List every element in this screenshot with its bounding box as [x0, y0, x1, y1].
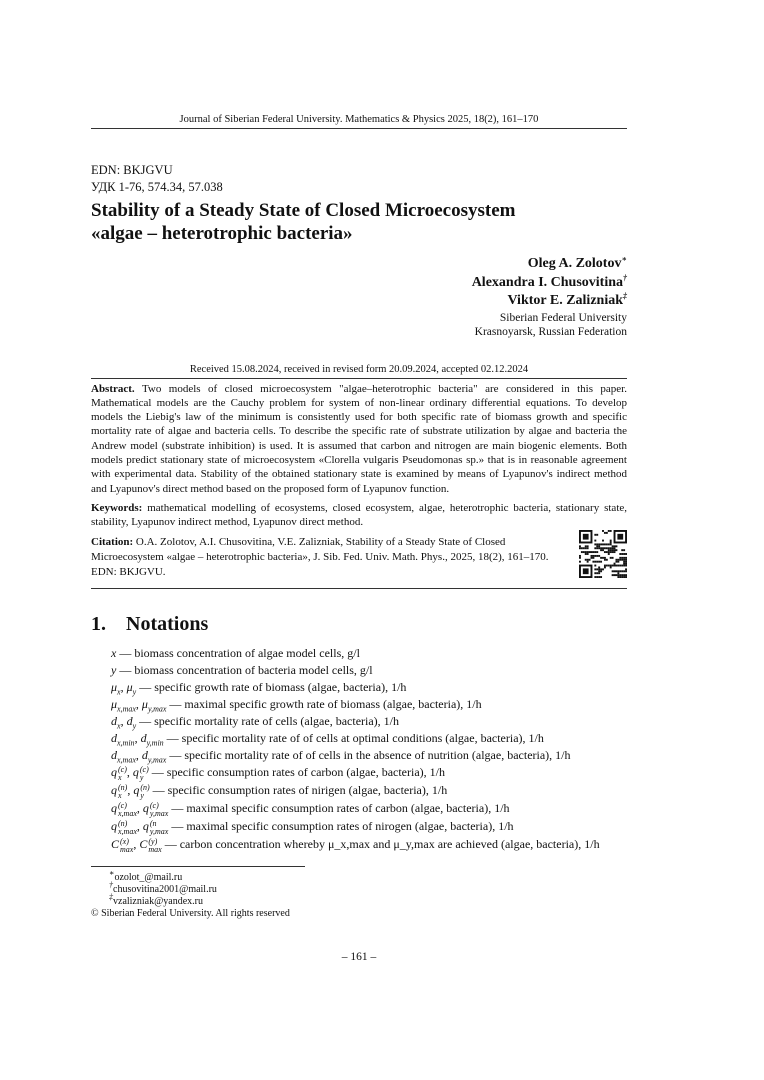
paper-title	[91, 199, 627, 245]
notation-description: — specific consumption rates of nirigen (algae, bacteria), 1/h	[149, 783, 448, 798]
qr-module	[621, 554, 623, 556]
qr-module	[596, 552, 598, 554]
footnote-mark[interactable]: ‡	[623, 291, 627, 301]
math-symbol: $d_{x,max}$	[111, 748, 136, 765]
section-heading	[91, 611, 627, 637]
qr-module	[579, 557, 581, 559]
qr-module	[623, 577, 625, 579]
qr-module	[581, 552, 583, 554]
math-symbol: q (n) y	[133, 783, 150, 801]
notation-description: — specific mortality rate of of cells at optimal conditions (algae, bacteria), 1/h	[163, 731, 544, 746]
edn: EDN: BKJGVU	[91, 163, 173, 177]
qr-module	[579, 555, 581, 557]
qr-module	[579, 561, 581, 563]
qr-module	[591, 557, 593, 559]
qr-module	[623, 571, 625, 573]
qr-module	[598, 573, 600, 575]
qr-module	[621, 559, 623, 561]
section-title: Notations	[126, 613, 209, 636]
qr-module	[596, 561, 598, 563]
notation-item: $\mu_x$, $\mu_y$ — specific growth rate of biomass (algae, bacteria), 1/h	[111, 680, 407, 697]
qr-module	[600, 569, 602, 571]
qr-module	[610, 548, 612, 550]
qr-module	[598, 569, 600, 571]
qr-module	[625, 561, 627, 563]
citation-text: O.A. Zolotov, A.I. Chusovitina, V.E. Zalizniak, Stability of a Steady State of Closed Microecosystem «algae – heterotrophic bacteria», J. Sib. Fed. Univ. Math. Phys., 2025, 18(2), 161–170. EDN: BKJGVU.	[91, 536, 549, 579]
qr-module	[594, 552, 596, 554]
qr-module	[604, 552, 606, 554]
qr-module	[610, 557, 612, 559]
abstract-label: Abstract.	[91, 382, 135, 395]
affiliation: Siberian Federal University	[499, 311, 627, 324]
qr-module	[612, 546, 614, 548]
title-line-2: «algae – heterotrophic bacteria»	[91, 223, 353, 244]
qr-module	[612, 571, 614, 573]
qr-module	[594, 577, 596, 579]
qr-module	[587, 561, 589, 563]
qr-module	[619, 554, 621, 556]
qr-module	[621, 575, 623, 577]
notation-description: — maximal specific consumption rates of nirogen (algae, bacteria), 1/h	[168, 819, 514, 834]
qr-module	[594, 548, 596, 550]
qr-module	[625, 571, 627, 573]
qr-module	[610, 542, 612, 544]
qr-module	[604, 559, 606, 561]
qr-module	[604, 557, 606, 559]
qr-module	[625, 569, 627, 571]
identifiers	[91, 162, 627, 196]
qr-module	[617, 571, 619, 573]
abstract	[91, 382, 627, 496]
author-name: Alexandra I. Chusovitina	[471, 274, 623, 290]
qr-module	[623, 561, 625, 563]
qr-module	[583, 552, 585, 554]
notation-description: — biomass concentration of algae model cells, g/l	[116, 646, 360, 661]
math-symbol: $d_{x,min}$	[111, 731, 135, 748]
qr-module	[594, 573, 596, 575]
qr-module	[585, 546, 587, 548]
qr-module	[587, 552, 589, 554]
qr-module	[623, 550, 625, 552]
math-symbol: $\mu_{y,max}$	[141, 697, 167, 714]
qr-module	[585, 552, 587, 554]
email-link[interactable]: vzalizniak@yandex.ru	[113, 896, 204, 908]
qr-module	[617, 534, 623, 540]
qr-module	[608, 550, 610, 552]
abstract-text: Two models of closed microecosystem "algae–heterotrophic bacteria" are considered in this paper. Mathematical models are the Cauchy problem for system of non-linear ordinary differential equations. To develop models the Liebig's law of the minimum is consistently used for both specific rate of biomass growth and specific mortality rate of algae and bacteria cells. To describe the specific rate of substrate utilization by algae and bacteria the Andrew model (substrate inhibition) is used. It is assumed that carbon and nitrogen are main biogenic elements. Both models predict stationary state of microecosystem «Clorella vulgaris Pseudomonas sp.» that is in reasonable agreement with experimental data. Stability of the obtained stationary state is examined by means of Lyapunov's indirect method and Lyapunov's direct method based on the proposed form of Lyapunov function.	[91, 382, 627, 495]
math-symbol: q (c) y,max	[142, 801, 169, 819]
qr-module	[587, 546, 589, 548]
notation-description: — specific growth rate of biomass (algae, bacteria), 1/h	[136, 680, 407, 695]
qr-module	[600, 548, 602, 550]
qr-module	[585, 554, 587, 556]
math-symbol: $\mu_y$	[126, 680, 137, 697]
qr-module	[614, 565, 616, 567]
header-rule	[91, 128, 627, 129]
footnote-mark[interactable]: †	[623, 272, 627, 282]
math-symbol: y	[111, 663, 117, 678]
qr-module	[589, 552, 591, 554]
notation-description: — maximal specific growth rate of biomass (algae, bacteria), 1/h	[166, 697, 482, 712]
copyright: © Siberian Federal University. All rights reserved	[91, 908, 290, 920]
qr-module	[604, 544, 606, 546]
qr-module	[583, 534, 589, 540]
qr-module	[594, 561, 596, 563]
qr-module	[592, 557, 594, 559]
qr-module	[592, 552, 594, 554]
qr-module	[594, 569, 596, 571]
qr-module	[602, 557, 604, 559]
footnote-mark: †	[109, 881, 113, 891]
qr-module	[625, 575, 627, 577]
qr-module	[608, 544, 610, 546]
qr-module	[612, 557, 614, 559]
qr-module	[610, 550, 612, 552]
footnote	[91, 881, 627, 896]
author-name: Viktor E. Zalizniak	[507, 293, 623, 308]
author-name: Oleg A. Zolotov	[527, 256, 622, 271]
qr-module	[604, 548, 606, 550]
notation-item: q (n) x,max , q (n y,max — maximal specific consumption rates of nirogen (algae, bacteria), 1/h	[111, 819, 514, 837]
qr-module	[625, 563, 627, 565]
qr-module	[621, 571, 623, 573]
qr-module	[612, 552, 614, 554]
notation-item	[91, 662, 627, 679]
qr-module	[608, 554, 610, 556]
notation-item: $\mu_{x,max}$, $\mu_{y,max}$ — maximal specific growth rate of biomass (algae, bacteria), 1/h	[111, 697, 482, 714]
qr-module	[594, 544, 596, 546]
qr-module	[610, 552, 612, 554]
notations-list	[91, 645, 627, 854]
qr-module	[615, 571, 617, 573]
qr-module	[623, 554, 625, 556]
qr-module	[619, 575, 621, 577]
qr-module	[612, 565, 614, 567]
qr-module	[598, 546, 600, 548]
qr-module	[600, 571, 602, 573]
notation-description: — specific mortality rate of of cells in the absence of nutrition (algae, bacteria), 1/h	[166, 748, 571, 763]
footnote-mark: ∗	[109, 869, 115, 879]
qr-module	[617, 577, 619, 579]
qr-module	[596, 573, 598, 575]
email-link[interactable]: ozolot_@mail.ru	[114, 872, 183, 884]
qr-module	[598, 555, 600, 557]
qr-module	[612, 575, 614, 577]
qr-module	[612, 550, 614, 552]
qr-module	[579, 546, 581, 548]
notation-item: C (x) max , C (y) max — carbon concentration whereby μ_x,max and μ_y,max are achieved (algae, bacteria), 1/h	[111, 837, 600, 855]
math-symbol: q (c) y	[132, 765, 149, 783]
qr-module	[606, 548, 608, 550]
qr-module	[617, 561, 619, 563]
qr-module	[596, 569, 598, 571]
qr-module	[602, 544, 604, 546]
qr-module	[610, 565, 612, 567]
qr-module	[606, 552, 608, 554]
qr-module	[602, 569, 604, 571]
qr-module	[615, 561, 617, 563]
qr-module	[606, 544, 608, 546]
qr-module	[614, 546, 616, 548]
qr-module	[596, 546, 598, 548]
math-symbol: $\mu_{x,max}$	[111, 697, 136, 714]
notation-item: $d_{x,max}$, $d_{y,max}$ — specific mortality rate of of cells in the absence of nutrition (algae, bacteria), 1/h	[111, 748, 571, 765]
qr-module	[587, 559, 589, 561]
qr-module	[608, 552, 610, 554]
citation	[91, 535, 561, 580]
footnote-mark[interactable]: ∗	[621, 254, 627, 264]
email-link[interactable]: chusovitina2001@mail.ru	[113, 884, 217, 896]
qr-module	[606, 559, 608, 561]
qr-module	[587, 554, 589, 556]
notation-item: $d_{x,min}$, $d_{y,min}$ — specific mortality rate of of cells at optimal conditions (algae, bacteria), 1/h	[111, 731, 544, 748]
qr-module	[615, 546, 617, 548]
qr-module	[608, 530, 610, 532]
math-symbol: x	[111, 646, 117, 661]
qr-module	[602, 550, 604, 552]
section-number: 1.	[91, 613, 106, 636]
math-symbol: C (y) max	[139, 837, 162, 855]
qr-module	[591, 552, 593, 554]
qr-module	[596, 555, 598, 557]
qr-module	[604, 532, 606, 534]
qr-module	[617, 573, 619, 575]
qr-module	[619, 565, 621, 567]
qr-module	[606, 565, 608, 567]
qr-module	[587, 548, 589, 550]
qr-module	[621, 550, 623, 552]
footnote-mark: ‡	[109, 893, 113, 903]
qr-module	[594, 534, 596, 536]
qr-module	[623, 557, 625, 559]
qr-module	[610, 544, 612, 546]
qr-module	[615, 550, 617, 552]
qr-code[interactable]	[579, 530, 627, 578]
authors	[91, 255, 627, 339]
qr-module	[600, 544, 602, 546]
received-dates: Received 15.08.2024, received in revised form 20.09.2024, accepted 02.12.2024	[189, 363, 529, 375]
math-symbol: $d_x$	[111, 714, 121, 731]
qr-module	[619, 559, 621, 561]
notation-description: — specific consumption rates of carbon (algae, bacteria), 1/h	[148, 765, 445, 780]
qr-module	[617, 575, 619, 577]
qr-module	[585, 559, 587, 561]
qr-module	[600, 557, 602, 559]
qr-module	[591, 555, 593, 557]
math-symbol: q (n) x,max	[111, 819, 137, 837]
qr-module	[583, 569, 589, 575]
qr-module	[615, 575, 617, 577]
page-column	[91, 0, 627, 984]
math-symbol: q (n) x	[111, 783, 128, 801]
qr-module	[583, 548, 585, 550]
notation-description: — specific mortality rate of cells (algae, bacteria), 1/h	[136, 714, 400, 729]
qr-module	[625, 559, 627, 561]
footnote	[91, 893, 627, 908]
qr-module	[614, 550, 616, 552]
footnotes	[91, 869, 627, 920]
keywords-text: mathematical modelling of ecosystems, closed ecosystem, algae, heterotrophic bacteria, stationary state, stability, Lyapunov indirect method, Lyapunov direct method.	[91, 501, 628, 529]
qr-module	[623, 575, 625, 577]
citation-label: Citation:	[91, 536, 134, 549]
footnote-rule	[91, 866, 305, 867]
running-header: Journal of Siberian Federal University. Mathematics & Physics 2025, 18(2), 161–170	[179, 114, 539, 125]
qr-module	[589, 559, 591, 561]
qr-module	[615, 565, 617, 567]
qr-module	[581, 548, 583, 550]
udk: УДК 1-76, 574.34, 57.038	[91, 180, 223, 194]
notation-description: — carbon concentration whereby μ_x,max and μ_y,max are achieved (algae, bacteria), 1/h	[161, 837, 600, 852]
math-symbol: q (n y,max	[142, 819, 169, 837]
qr-module	[610, 530, 612, 532]
page-number: – 161 –	[341, 951, 377, 964]
qr-module	[608, 565, 610, 567]
math-symbol: C (x) max	[111, 837, 134, 855]
footnote	[91, 869, 627, 884]
qr-module	[608, 548, 610, 550]
qr-module	[617, 559, 619, 561]
qr-module	[625, 577, 627, 579]
affiliation-location: Krasnoyarsk, Russian Federation	[474, 325, 627, 338]
qr-module	[598, 571, 600, 573]
citation-row	[91, 535, 627, 580]
qr-module	[619, 577, 621, 579]
notation-item	[91, 645, 627, 662]
qr-module	[615, 559, 617, 561]
notation-item: q (n) x , q (n) y — specific consumption rates of nirigen (algae, bacteria), 1/h	[111, 783, 448, 801]
author	[91, 255, 627, 274]
qr-module	[602, 540, 604, 542]
qr-module	[596, 548, 598, 550]
qr-module	[600, 550, 602, 552]
math-symbol: q (c) x	[111, 765, 127, 783]
qr-module	[596, 534, 598, 536]
author	[91, 274, 627, 293]
math-symbol: $\mu_x$	[111, 680, 121, 697]
notation-description: — biomass concentration of bacteria model cells, g/l	[116, 663, 373, 678]
qr-module	[614, 571, 616, 573]
qr-module	[602, 548, 604, 550]
qr-module	[594, 540, 596, 542]
keywords	[91, 501, 627, 530]
qr-module	[594, 565, 596, 567]
qr-module	[606, 532, 608, 534]
qr-module	[614, 575, 616, 577]
notation-description: — maximal specific consumption rates of carbon (algae, bacteria), 1/h	[168, 801, 510, 816]
qr-module	[621, 565, 623, 567]
qr-module	[625, 557, 627, 559]
qr-module	[600, 561, 602, 563]
qr-module	[623, 559, 625, 561]
qr-module	[592, 555, 594, 557]
qr-module	[617, 565, 619, 567]
qr-module	[610, 567, 612, 569]
title-line-1: Stability of a Steady State of Closed Microecosystem	[91, 200, 516, 221]
math-symbol: $d_y$	[126, 714, 137, 731]
qr-module	[598, 544, 600, 546]
qr-module	[621, 557, 623, 559]
qr-module	[614, 563, 616, 565]
qr-module	[596, 544, 598, 546]
qr-module	[623, 565, 625, 567]
notation-item: $d_x$, $d_y$ — specific mortality rate of cells (algae, bacteria), 1/h	[111, 714, 400, 731]
qr-module	[598, 577, 600, 579]
qr-module	[619, 571, 621, 573]
qr-module	[612, 548, 614, 550]
qr-module	[600, 577, 602, 579]
qr-module	[598, 567, 600, 569]
qr-module	[598, 548, 600, 550]
notation-item: q (c) x,max , q (c) y,max — maximal specific consumption rates of carbon (algae, bacteria), 1/h	[111, 801, 510, 819]
qr-module	[625, 554, 627, 556]
qr-module	[621, 577, 623, 579]
qr-module	[610, 540, 612, 542]
qr-module	[594, 555, 596, 557]
qr-module	[598, 561, 600, 563]
math-symbol: q (c) x,max	[111, 801, 137, 819]
abstract-rule	[91, 378, 627, 379]
qr-module	[625, 565, 627, 567]
math-symbol: $d_{y,max}$	[141, 748, 167, 765]
qr-module	[585, 548, 587, 550]
math-symbol: $d_{y,min}$	[140, 731, 164, 748]
section-rule	[91, 588, 627, 589]
qr-module	[619, 557, 621, 559]
qr-module	[592, 561, 594, 563]
qr-module	[596, 577, 598, 579]
qr-module	[614, 548, 616, 550]
qr-module	[602, 530, 604, 532]
notation-item: q (c) x , q (c) y — specific consumption rates of carbon (algae, bacteria), 1/h	[111, 765, 445, 783]
qr-module	[604, 567, 606, 569]
keywords-label: Keywords:	[91, 501, 143, 514]
qr-module	[579, 548, 581, 550]
author	[91, 292, 627, 311]
qr-module	[604, 565, 606, 567]
qr-module	[623, 563, 625, 565]
qr-module	[614, 552, 616, 554]
